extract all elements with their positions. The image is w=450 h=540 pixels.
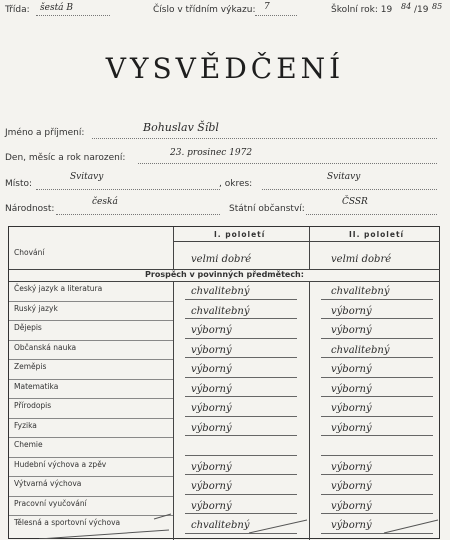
subject-name: Ruský jazyk — [14, 303, 58, 313]
district-label: , okres: — [219, 179, 253, 189]
grade-sem1: výborný — [191, 461, 232, 473]
class-dots — [36, 15, 110, 16]
grade-sem2: výborný — [331, 383, 372, 395]
behavior-sem2: velmi dobré — [331, 254, 392, 265]
subject-name: Fyzika — [14, 420, 37, 430]
grade-sem2: výborný — [331, 325, 372, 336]
citizenship-value: ČSSR — [342, 197, 368, 207]
name-dots — [92, 138, 437, 139]
subject-name: Občanská nauka — [14, 342, 77, 352]
grade-sem1: výborný — [191, 500, 232, 512]
dob-value: 23. prosinec 1972 — [170, 148, 253, 158]
grade-sem2: výborný — [331, 520, 372, 531]
behavior-label: Chování — [14, 248, 45, 257]
class-label: Třída: — [5, 5, 30, 15]
grade-sem2: výborný — [331, 481, 372, 492]
subject-name: Přírodopis — [14, 401, 52, 410]
district-value: Svitavy — [327, 172, 361, 182]
nationality-dots — [56, 214, 220, 215]
name-label: Jméno a příjmení: — [5, 128, 85, 138]
subject-name: Dějepis — [14, 323, 42, 332]
grade-sem1: výborný — [191, 422, 232, 434]
subject-name: Pracovní vyučování — [14, 498, 87, 508]
grade-sem2: výborný — [331, 403, 372, 414]
school-year-to: 85 — [432, 2, 443, 11]
place-value: Svitavy — [70, 172, 104, 182]
document-title: VYSVĚDČENÍ — [105, 52, 345, 85]
semester-1-header: I. pololetí — [214, 230, 266, 239]
subject-name: Hudební výchova a zpěv — [14, 459, 107, 469]
grade-sem2: chvalitebný — [331, 286, 390, 297]
grade-sem1: výborný — [191, 344, 232, 356]
dob-label: Den, měsíc a rok narození: — [5, 153, 126, 163]
grade-sem2: výborný — [331, 461, 372, 473]
grade-sem1: chvalitebný — [191, 305, 250, 317]
nationality-value: česká — [92, 197, 118, 207]
grade-sem1: výborný — [191, 403, 232, 414]
grades-table — [8, 226, 440, 539]
register-number-label: Číslo v třídním výkazu: — [153, 5, 256, 15]
grade-sem1: chvalitebný — [191, 520, 250, 531]
class-value: šestá B — [40, 3, 74, 13]
grade-sem2: chvalitebný — [331, 344, 390, 356]
subject-name: Zeměpis — [14, 362, 47, 371]
nationality-label: Národnost: — [5, 204, 55, 214]
grade-sem1: chvalitebný — [191, 286, 250, 297]
subject-name: Chemie — [14, 440, 43, 449]
subject-name: Český jazyk a literatura — [14, 284, 103, 293]
grade-sem1: výborný — [191, 481, 232, 492]
grade-sem1: výborný — [191, 383, 232, 395]
semester-2-header: II. pololetí — [349, 230, 405, 239]
citizenship-dots — [306, 214, 437, 215]
grade-sem2: výborný — [331, 364, 372, 375]
behavior-sem1: velmi dobré — [191, 254, 252, 265]
dob-dots — [138, 163, 437, 164]
school-year-from: 84 — [401, 2, 412, 11]
register-number-dots — [255, 15, 297, 16]
place-dots — [36, 189, 220, 190]
subject-name: Matematika — [14, 381, 59, 391]
grade-sem1: výborný — [191, 325, 232, 336]
school-year-label: Školní rok: 19 — [331, 5, 393, 15]
grade-sem2: výborný — [331, 422, 372, 434]
strike-lines — [9, 227, 440, 539]
subject-name: Tělesná a sportovní výchova — [14, 518, 121, 527]
district-dots — [262, 189, 437, 190]
grade-sem1: výborný — [191, 364, 232, 375]
school-year-separator: /19 — [414, 5, 429, 15]
name-value: Bohuslav Šíbl — [143, 121, 219, 134]
register-number-value: 7 — [264, 2, 270, 12]
place-label: Místo: — [5, 179, 33, 189]
citizenship-label: Státní občanství: — [229, 204, 305, 214]
grade-sem2: výborný — [331, 305, 372, 317]
subject-name: Výtvarná výchova — [14, 479, 82, 488]
section-title: Prospěch v povinných předmětech: — [145, 270, 304, 279]
grade-sem2: výborný — [331, 500, 372, 512]
